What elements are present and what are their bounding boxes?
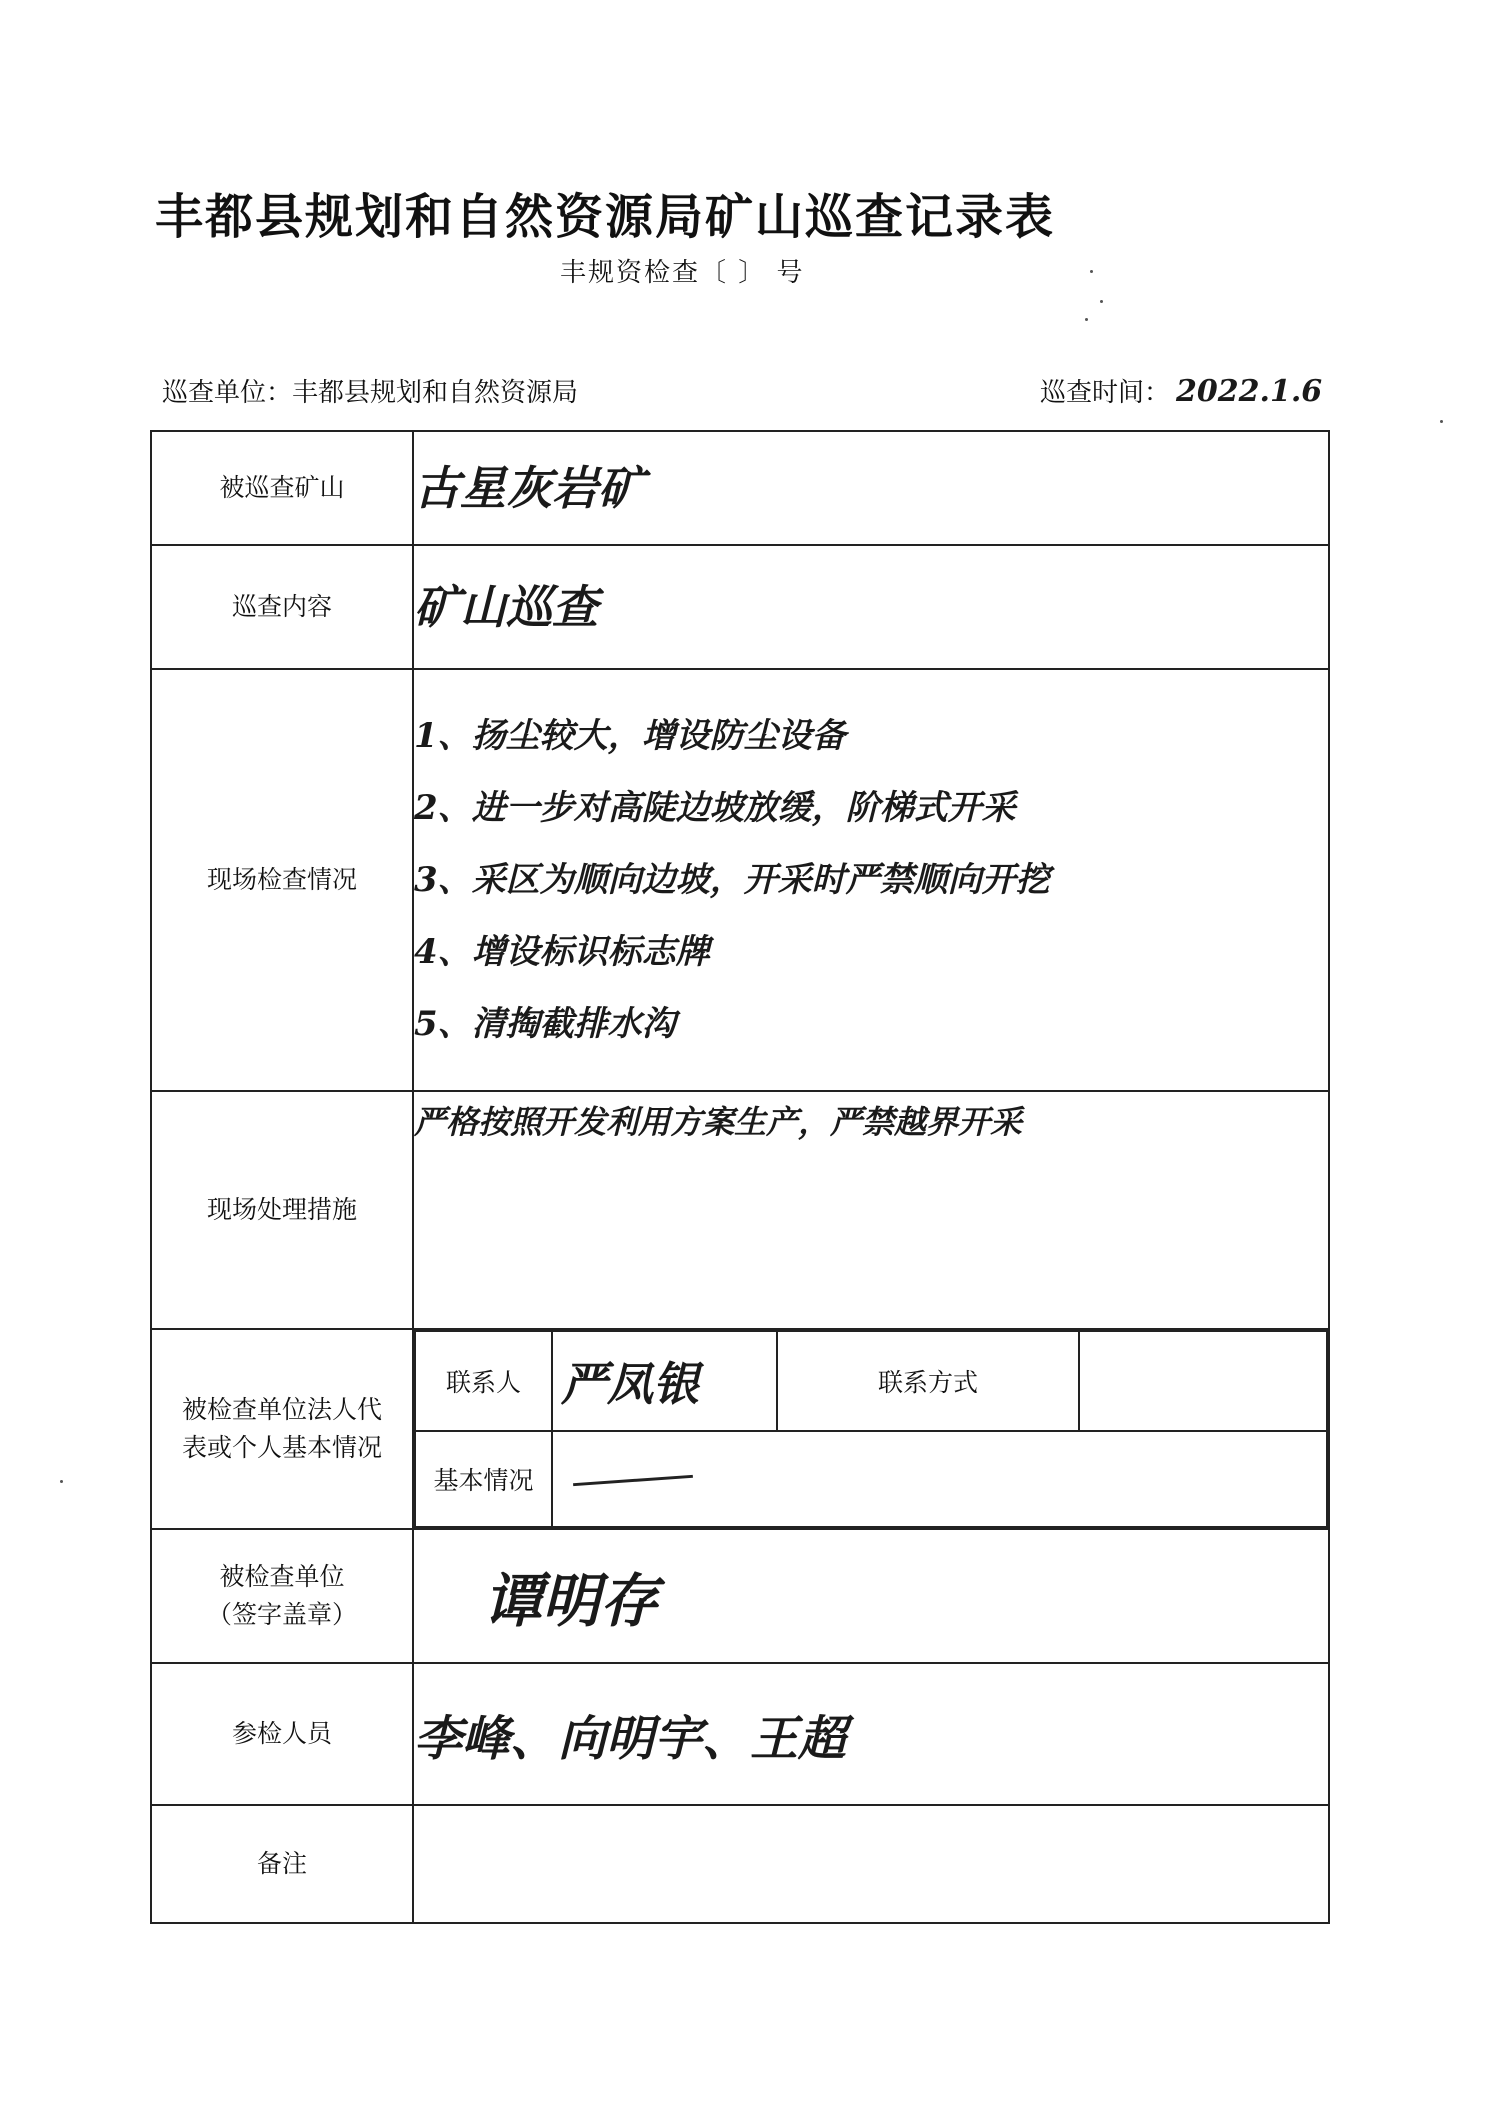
mine-value-cell: [413, 431, 1329, 545]
representative-label-line1: 被检查单位法人代: [181, 1395, 382, 1424]
mine-label: 被巡查矿山: [151, 431, 413, 545]
row-content: [151, 545, 1329, 669]
representative-subtable: [414, 1330, 1328, 1528]
content-value: 矿山巡查: [414, 580, 598, 634]
row-representative: [151, 1329, 1329, 1529]
patrol-unit: 巡查单位：丰都县规划和自然资源局: [162, 378, 579, 408]
basic-label: 基本情况: [415, 1431, 552, 1527]
finding-item: 3、采区为顺向边坡，开采时严禁顺向开挖: [414, 860, 1050, 900]
scan-speck: [1440, 420, 1443, 423]
findings-label: 现场检查情况: [151, 669, 413, 1091]
representative-label: [151, 1329, 413, 1529]
patrol-time-label: 巡查时间：: [1040, 378, 1171, 408]
contact-label: 联系人: [415, 1331, 552, 1431]
inspectors-value-cell: [413, 1663, 1329, 1805]
document-number: 丰规资检查〔 〕 号: [560, 258, 805, 288]
row-findings: [151, 669, 1329, 1091]
row-inspectors: [151, 1663, 1329, 1805]
signature-label: [151, 1529, 413, 1663]
content-value-cell: [413, 545, 1329, 669]
remarks-value: [413, 1805, 1329, 1923]
measures-value: 严格按照开发利用方案生产，严禁越界开采: [414, 1103, 1023, 1141]
representative-detail: [413, 1329, 1329, 1529]
patrol-time-value: 2022.1.6: [1176, 374, 1323, 409]
scan-speck: [60, 1480, 63, 1483]
content-label: 巡查内容: [151, 545, 413, 669]
basic-value-cell: [552, 1431, 1327, 1527]
inspectors-label: 参检人员: [151, 1663, 413, 1805]
contact-value-cell: [552, 1331, 777, 1431]
scan-speck: [1085, 318, 1088, 321]
form-title: 丰都县规划和自然资源局矿山巡查记录表: [154, 189, 1055, 245]
contact-value: 严凤银: [561, 1357, 699, 1411]
signature-value-cell: [413, 1529, 1329, 1663]
row-signature: [151, 1529, 1329, 1663]
basic-value-dash: [573, 1475, 693, 1486]
phone-label: 联系方式: [777, 1331, 1079, 1431]
inspection-record-table: [150, 430, 1330, 1924]
findings-list: [413, 669, 1329, 1091]
signature-label-line1: 被检查单位: [219, 1562, 345, 1591]
finding-item: 2、进一步对高陡边坡放缓，阶梯式开采: [414, 788, 1016, 828]
inspectors-value: 李峰、向明宇、王超: [414, 1710, 847, 1767]
row-measures: [151, 1091, 1329, 1329]
mine-value: 古星灰岩矿: [414, 461, 644, 515]
scan-speck: [1100, 300, 1103, 303]
signature-label-line2: （签字盖章）: [206, 1600, 357, 1629]
measures-label: 现场处理措施: [151, 1091, 413, 1329]
finding-item: 5、清掏截排水沟: [414, 1004, 676, 1044]
representative-label-line2: 表或个人基本情况: [181, 1433, 382, 1462]
row-mine: [151, 431, 1329, 545]
patrol-time: [1040, 372, 1322, 409]
finding-item: 4、增设标识标志牌: [414, 932, 710, 972]
remarks-label: 备注: [151, 1805, 413, 1923]
signature-value: 谭明存: [484, 1567, 659, 1635]
scan-speck: [1090, 270, 1093, 273]
row-remarks: [151, 1805, 1329, 1923]
finding-item: 1、扬尘较大，增设防尘设备: [414, 716, 846, 756]
measures-value-cell: [413, 1091, 1329, 1329]
phone-value: [1079, 1331, 1327, 1431]
